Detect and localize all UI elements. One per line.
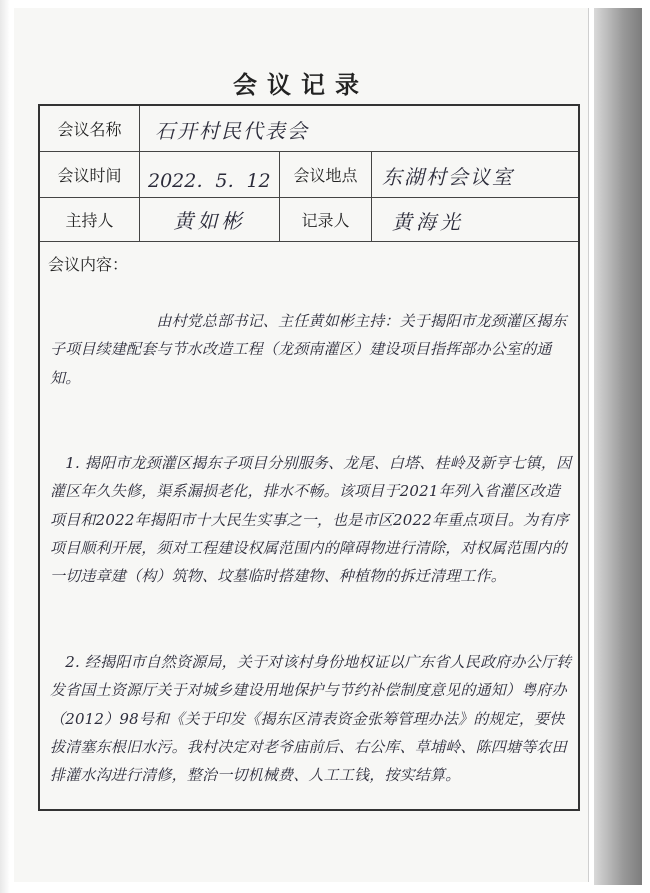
meeting-name-row — [40, 106, 578, 152]
host-recorder-row — [40, 198, 578, 242]
content-paragraph: 由村党总部书记、主任黄如彬主持：关于揭阳市龙颈灌区揭东子项目续建配套与节水改造工程（龙颈南灌区）建设项目指挥部办公室的通知。 — [50, 311, 567, 387]
meeting-content-body — [50, 250, 572, 847]
recorder-value: 黄海光 — [392, 209, 464, 234]
record-form — [38, 104, 580, 811]
meeting-location-value: 东湖村会议室 — [382, 164, 514, 189]
meeting-name-label: 会议名称 — [40, 106, 140, 151]
scan-shadow-left — [0, 0, 10, 893]
meeting-time-value: 2022．5．12 — [140, 152, 280, 197]
time-location-row — [40, 152, 578, 198]
meeting-content-label: 会议内容： — [48, 255, 129, 274]
page-title: 会议记录 — [233, 71, 369, 99]
scan-binding-edge — [594, 8, 642, 885]
content-paragraph: 1. 揭阳市龙颈灌区揭东子项目分别服务、龙尾、白塔、桂岭及新亨七镇，因灌区年久失修，渠系漏损老化，排水不畅。该项目于2021年列入省灌区改造项目和2022年揭阳市十大民生实事之一，也是市区2022年重点项目。为有序项目顺利开展，须对工程建设权属范围内的障碍物进行清除，对权属范围内的一切违章建（构）筑物、坟墓临时搭建物、种植物的拆迁清理工作。 — [50, 453, 572, 586]
meeting-time-label: 会议时间 — [40, 152, 140, 197]
content-paragraph: 2. 经揭阳市自然资源局，关于对该村身份地权证以广东省人民政府办公厅转发省国土资源厅关于对城乡建设用地保护与节约补偿制度意见的通知）粤府办（2012）98号和《关于印发《揭东区清表资金张筹管理办法》的规定，要快拔清塞东根旧水污。我村决定对老爷庙前后、右公库、草埔岭、陈四塘等农田排灌水沟进行清修，整治一切机械费、人工工钱，按实结算。 — [50, 652, 572, 785]
meeting-name-value: 石开村民代表会 — [155, 118, 309, 143]
recorder-label: 记录人 — [280, 198, 372, 241]
host-label: 主持人 — [40, 198, 140, 241]
host-value: 黄如彬 — [140, 198, 280, 241]
meeting-location-label: 会议地点 — [280, 152, 372, 197]
record-page — [14, 8, 589, 882]
